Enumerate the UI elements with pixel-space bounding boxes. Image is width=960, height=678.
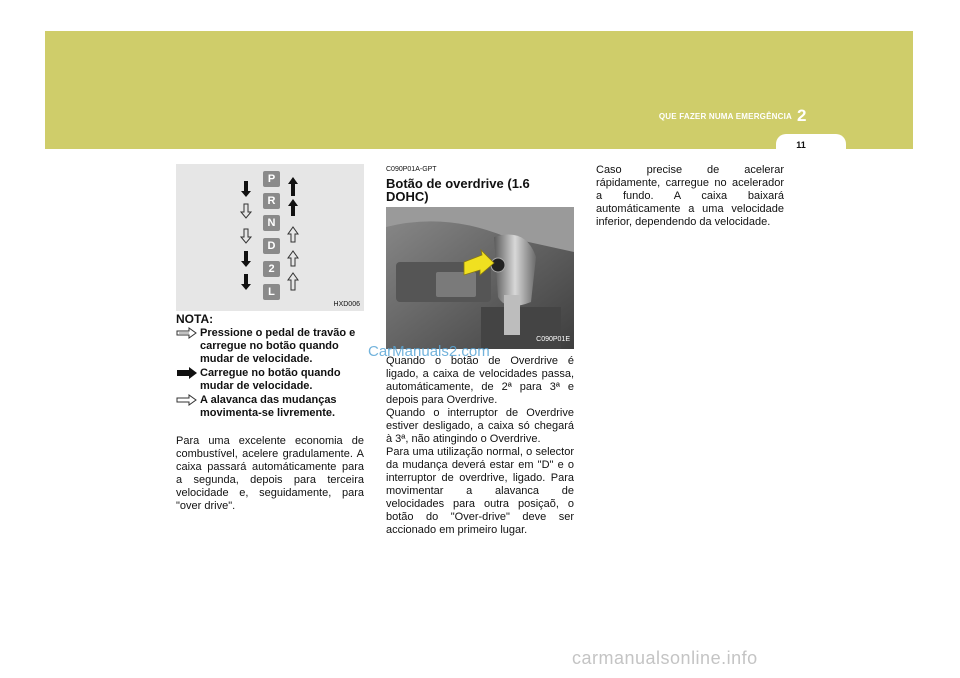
right-column: Caso precise de acelerar rápidamente, carregue no acelerador a fundo. A caixa baixará automáticamente a uma velocidade inferior, dependendo da velocidade. [596, 164, 784, 228]
chapter-number: 2 [797, 106, 807, 125]
overdrive-paragraph: Para uma utilização normal, o selector da mudança deverá estar em "D" e o interruptor de overdrive, ligado. Para movimentar a alavanca de velocidades para outra posiçaõ, o botão do "Over-drive" deve ser accionado em primeiro lugar. [386, 446, 574, 536]
outline-arrow-icon [176, 327, 198, 339]
page-number: 11 [796, 140, 806, 150]
gear-label-r: R [263, 193, 280, 209]
watermark-bottom: carmanualsonline.info [572, 648, 758, 668]
nota-item [176, 327, 364, 366]
gear-label-n: N [263, 215, 280, 231]
economy-paragraph: Para uma excelente economia de combustível, acelere gradulamente. A caixa passará automáticamente para a segunda, depois para terceira velocidade e, seguidamente, para "over drive". [176, 435, 364, 512]
gear-label-l: L [263, 284, 280, 300]
section-title: QUE FAZER NUMA EMERGÊNCIA [658, 112, 792, 121]
gear-lever-illustration [386, 207, 574, 349]
overdrive-paragraph: Quando o interruptor de Overdrive estiver desligado, a caixa só chegará à 3ª, não atingindo o Overdrive. [386, 407, 574, 445]
shift-arrows-icon [176, 164, 364, 311]
overdrive-paragraph: Quando o botão de Overdrive é ligado, a caixa de velocidades passa, automáticamente, de 2ª para 3ª e depois para Overdrive. [386, 355, 574, 406]
left-column [176, 313, 364, 513]
gear-label-2: 2 [263, 261, 280, 277]
nota-item [176, 367, 364, 393]
nota-item-text: Pressione o pedal de travão e carregue no botão quando mudar de velocidade. [200, 327, 356, 365]
gear-label-p: P [263, 171, 280, 187]
header-band [45, 31, 913, 149]
gear-label-d: D [263, 238, 280, 254]
nota-title: NOTA: [176, 312, 214, 326]
overdrive-button-photo [386, 207, 574, 349]
gear-shift-diagram [176, 164, 364, 311]
nota-item [176, 394, 364, 420]
section-heading: Botão de overdrive (1.6 DOHC) [386, 176, 530, 204]
solid-arrow-icon [176, 367, 198, 379]
nota-item-text: A alavanca das mudanças movimenta-se livremente. [200, 394, 337, 419]
reference-code: C090P01A-GPT [386, 166, 437, 173]
overdrive-description [386, 355, 574, 537]
open-arrow-icon [176, 394, 198, 406]
nota-item-text: Carregue no botão quando mudar de velocidade. [200, 367, 341, 392]
photo-code: C090P01E [536, 336, 570, 343]
figure-code: HXD006 [333, 301, 360, 308]
watermark-top: CarManuals2.com [368, 343, 490, 360]
